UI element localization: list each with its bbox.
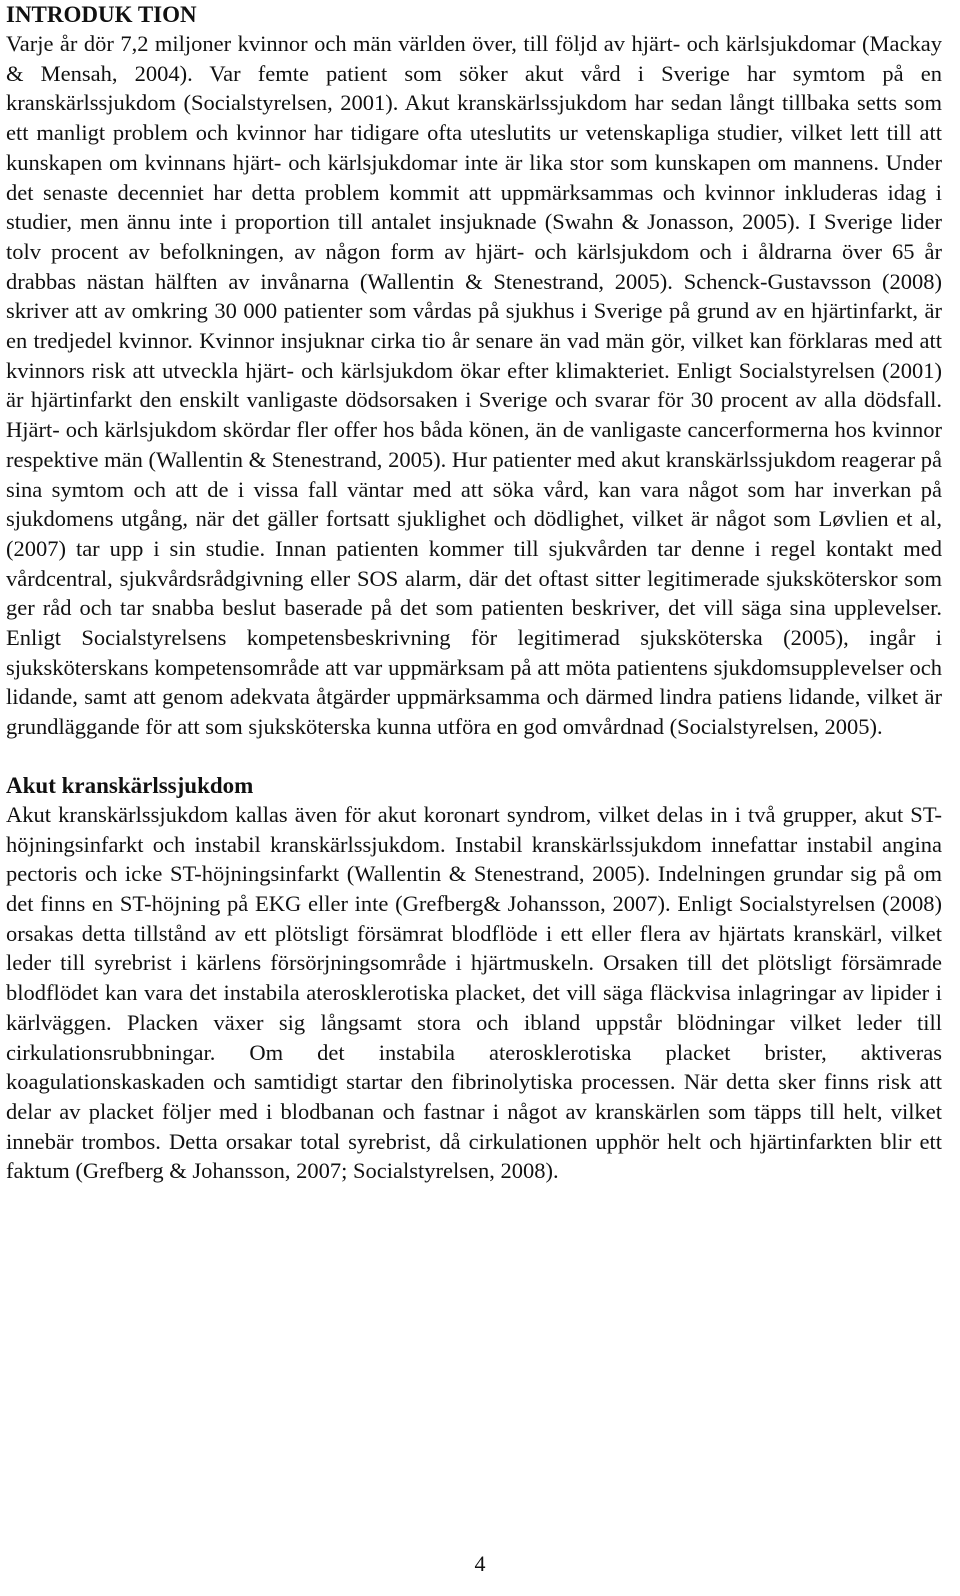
introduction-paragraph: Varje år dör 7,2 miljoner kvinnor och män världen över, till följd av hjärt- och kärlsjukdomar (Mackay & Mensah, 2004). Var femte patient som söker akut vård i Sverige har symtom på en kranskärlssjukdom (Socialstyrelsen, 2001). Akut kranskärlssjukdom har sedan långt tillbaka setts som ett manligt problem och kvinnor har tidigare ofta uteslutits ur vetenskapliga studier, vilket lett till att kunskapen om kvinnans hjärt- och kärlsjukdomar inte är lika stor som kunskapen om mannens. Under det senaste decenniet har detta problem kommit att uppmärksammas och kvinnor inkluderas idag i studier, men ännu inte i proportion till antalet insjuknade (Swahn & Jonasson, 2005). I Sverige lider tolv procent av befolkningen, av någon form av hjärt- och kärlsjukdom och i åldrarna över 65 år drabbas nästan hälften av invånarna (Wallentin & Stenestrand, 2005). Schenck-Gustavsson (2008) skriver att av omkring 30 000 patienter som vårdas på sjukhus i Sverige på grund av en hjärtinfarkt, är en tredjedel kvinnor. Kvinnor insjuknar cirka tio år senare än vad män gör, vilket kan förklaras med att kvinnors risk att utveckla hjärt- och kärlsjukdom ökar efter klimakteriet. Enligt Socialstyrelsen (2001) är hjärtinfarkt den enskilt vanligaste dödsorsaken i Sverige och svarar för 30 procent av alla dödsfall. Hjärt- och kärlsjukdom skördar fler offer hos båda könen, än de vanligaste cancerformerna hos kvinnor respektive män (Wallentin & Stenestrand, 2005). Hur patienter med akut kranskärlssjukdom reagerar på sina symtom och att de i vissa fall väntar med att söka vård, kan vara något som har inverkan på sjukdomens utgång, när det gäller fortsatt sjuklighet och dödlighet, vilket är något som Løvlien et al, (2007) tar upp i sin studie. Innan patienten kommer till sjukvården tar denne i regel kontakt med vårdcentral, sjukvårdsrådgivning eller SOS alarm, där det oftast sitter legitimerade sjuksköterskor som ger råd och tar snabba beslut baserade på det som patienten beskriver, det vill säga sina upplevelser. Enligt Socialstyrelsens kompetensbeskrivning för legitimerad sjuksköterska (2005), ingår i sjuksköterskans kompetensområde att var uppmärksam på att möta patientens sjukdomsupplevelser och lidande, samt att genom adekvata åtgärder uppmärksamma och därmed lindra patiens lidande, vilket är grundläggande för att som sjuksköterska kunna utföra en god omvårdnad (Socialstyrelsen, 2005). — [6, 31, 942, 740]
page-content — [6, 0, 942, 1186]
page-number: 4 — [474, 1551, 486, 1576]
introduction-heading: INTRODUK TION — [6, 2, 197, 27]
acute-coronary-disease-heading: Akut kranskärlssjukdom — [6, 772, 254, 798]
section-spacer — [6, 742, 942, 771]
acute-coronary-disease-paragraph: Akut kranskärlssjukdom kallas även för akut koronart syndrom, vilket delas in i två grupper, akut ST-höjningsinfarkt och instabil kranskärlssjukdom. Instabil kranskärlssjukdom innefattar instabil angina pectoris och icke ST-höjningsinfarkt (Wallentin & Stenestrand, 2005). Indelningen grundar sig på om det finns en ST-höjning på EKG eller inte (Grefberg& Johansson, 2007). Enligt Socialstyrelsen (2008) orsakas detta tillstånd av ett plötsligt försämrat blodflöde i ett eller flera av hjärtats kranskärl, vilket leder till syrebrist i kärlens försörjningsområde i hjärtmuskeln. Orsaken till det plötsligt försämrade blodflödet kan vara det instabila aterosklerotiska placket, det vill säga fläckvisa inlagringar av lipider i kärlväggen. Placken växer sig långsamt stora och ibland uppstår blödningar vilket leder till cirkulationsrubbningar. Om det instabila aterosklerotiska placket brister, aktiveras koagulationskaskaden och samtidigt startar den fibrinolytiska processen. När detta sker finns risk att delar av placket följer med i blodbanan och fastnar i något av kranskärlen som täpps till helt, vilket innebär trombos. Detta orsakar total syrebrist, då cirkulationen upphör helt och hjärtinfarkten blir ett faktum (Grefberg & Johansson, 2007; Socialstyrelsen, 2008). — [6, 801, 942, 1184]
